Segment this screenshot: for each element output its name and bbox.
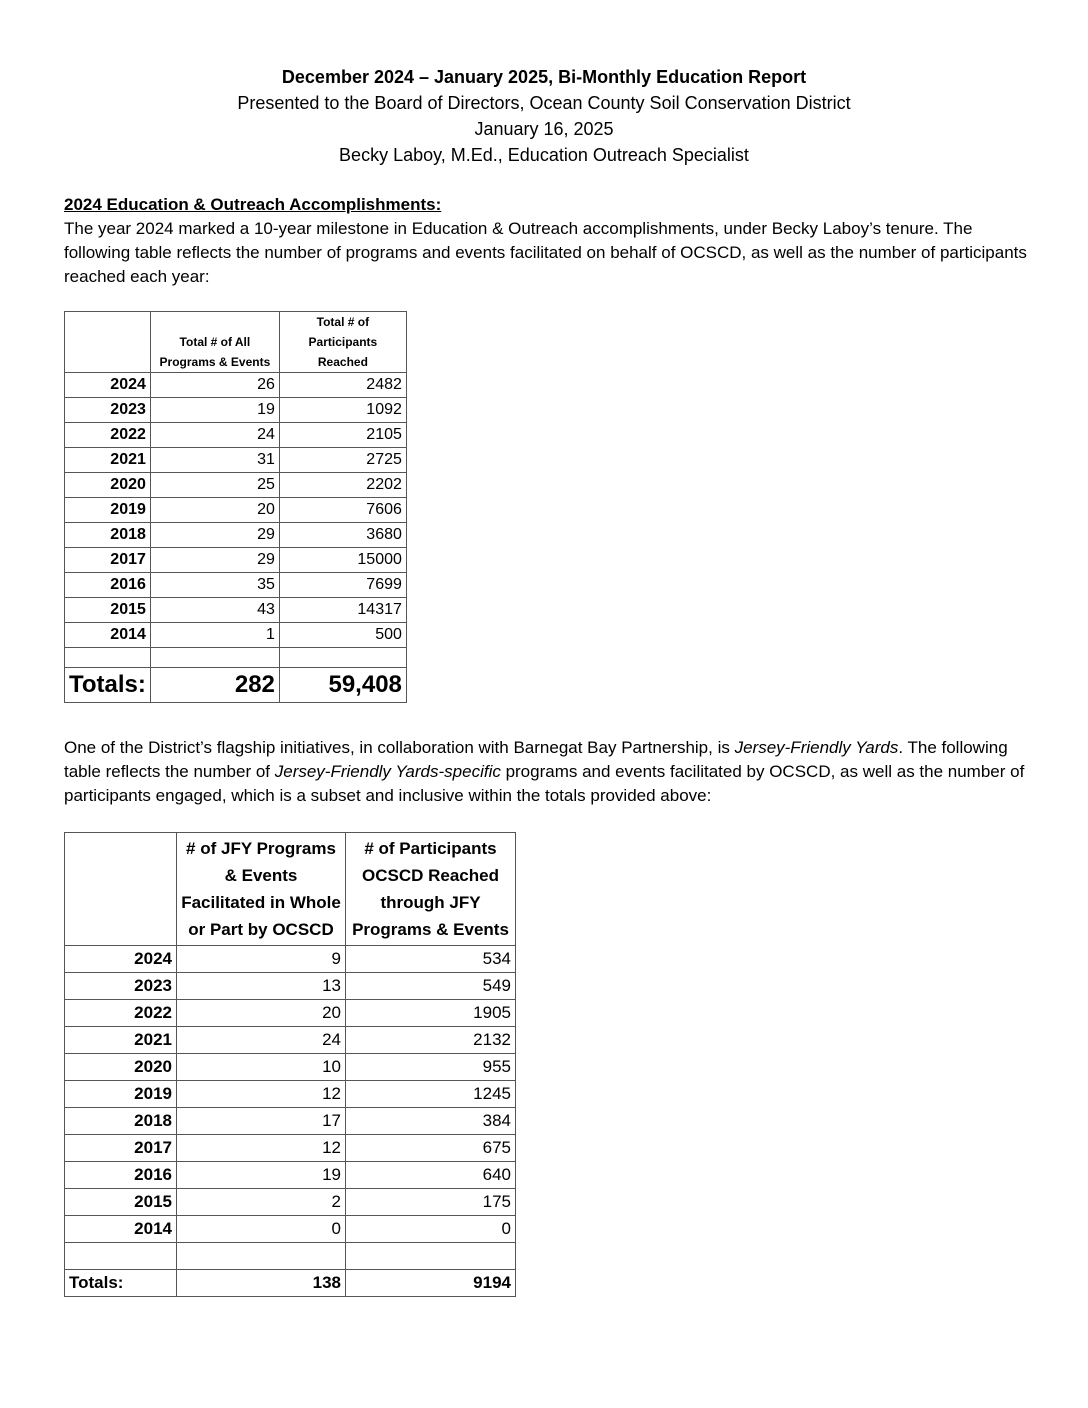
table-row [65, 448, 407, 473]
year-cell: 2016 [65, 573, 151, 598]
report-author: Becky Laboy, M.Ed., Education Outreach Specialist [339, 145, 749, 165]
participants-cell: 2202 [279, 473, 406, 498]
programs-cell: 29 [150, 548, 279, 573]
participants-cell: 675 [346, 1135, 516, 1162]
table-row [65, 1189, 516, 1216]
participants-cell: 640 [346, 1162, 516, 1189]
table-row [65, 623, 407, 648]
year-cell: 2019 [65, 498, 151, 523]
programs-cell: 26 [150, 373, 279, 398]
table-row [65, 973, 516, 1000]
blank-cell [177, 1243, 346, 1270]
blank-cell [65, 1243, 177, 1270]
year-cell: 2024 [65, 946, 177, 973]
participants-cell: 2482 [279, 373, 406, 398]
year-cell: 2017 [65, 548, 151, 573]
table-header-row [65, 833, 516, 946]
participants-cell: 7606 [279, 498, 406, 523]
blank-row [65, 1243, 516, 1270]
participants-cell: 384 [346, 1108, 516, 1135]
totals-label: Totals: [65, 1270, 177, 1297]
table-row [65, 423, 407, 448]
year-cell: 2022 [65, 423, 151, 448]
section-heading: 2024 Education & Outreach Accomplishments: [64, 195, 442, 214]
report-date: January 16, 2025 [474, 119, 614, 139]
year-cell: 2014 [65, 623, 151, 648]
year-cell: 2020 [65, 1054, 177, 1081]
table-row [65, 398, 407, 423]
programs-cell: 20 [177, 1000, 346, 1027]
year-cell: 2019 [65, 1081, 177, 1108]
totals-participants: 59,408 [279, 668, 406, 703]
table-row [65, 1108, 516, 1135]
year-cell: 2024 [65, 373, 151, 398]
jfy-text-3: . The following table reflects the number of [64, 738, 1008, 781]
programs-cell: 17 [177, 1108, 346, 1135]
report-title: December 2024 – January 2025, Bi-Monthly Education Report [281, 67, 807, 87]
programs-cell: 35 [150, 573, 279, 598]
report-subtitle: Presented to the Board of Directors, Ocean County Soil Conservation District [237, 93, 851, 113]
all-programs-table [64, 311, 407, 703]
year-cell: 2016 [65, 1162, 177, 1189]
blank-cell [279, 648, 406, 668]
jfy-programs-table [64, 832, 516, 1297]
table-row [65, 1000, 516, 1027]
table-row [65, 473, 407, 498]
participants-cell: 2132 [346, 1027, 516, 1054]
participants-cell: 1245 [346, 1081, 516, 1108]
programs-header: Total # of All Programs & Events [150, 312, 279, 373]
jfy-programs-header: # of JFY Programs & Events Facilitated in Whole or Part by OCSCD [177, 833, 346, 946]
programs-cell: 12 [177, 1135, 346, 1162]
participants-cell: 1092 [279, 398, 406, 423]
table-row [65, 373, 407, 398]
participants-cell: 549 [346, 973, 516, 1000]
totals-programs: 282 [150, 668, 279, 703]
programs-cell: 43 [150, 598, 279, 623]
table-row [65, 548, 407, 573]
totals-label: Totals: [65, 668, 151, 703]
jfy-participants-header: # of Participants OCSCD Reached through JFY Programs & Events [346, 833, 516, 946]
programs-cell: 12 [177, 1081, 346, 1108]
year-cell: 2015 [65, 598, 151, 623]
programs-cell: 1 [150, 623, 279, 648]
blank-row [65, 648, 407, 668]
year-cell: 2023 [65, 973, 177, 1000]
year-cell: 2014 [65, 1216, 177, 1243]
programs-cell: 20 [150, 498, 279, 523]
year-cell: 2015 [65, 1189, 177, 1216]
table-row [65, 1135, 516, 1162]
participants-cell: 0 [346, 1216, 516, 1243]
year-header [65, 833, 177, 946]
table-row [65, 1027, 516, 1054]
programs-cell: 13 [177, 973, 346, 1000]
participants-cell: 3680 [279, 523, 406, 548]
programs-cell: 31 [150, 448, 279, 473]
jfy-text-2: Jersey-Friendly Yards [734, 738, 899, 757]
participants-cell: 14317 [279, 598, 406, 623]
table-row [65, 1054, 516, 1081]
blank-cell [65, 648, 151, 668]
participants-cell: 2105 [279, 423, 406, 448]
totals-row [65, 1270, 516, 1297]
programs-cell: 24 [177, 1027, 346, 1054]
table-row [65, 1162, 516, 1189]
blank-cell [150, 648, 279, 668]
table-row [65, 1216, 516, 1243]
jfy-paragraph [64, 736, 1034, 808]
participants-cell: 2725 [279, 448, 406, 473]
programs-cell: 19 [150, 398, 279, 423]
table-row [65, 1081, 516, 1108]
table-header-row [65, 312, 407, 373]
year-cell: 2018 [65, 523, 151, 548]
blank-cell [346, 1243, 516, 1270]
jfy-text-1: One of the District’s flagship initiatives, in collaboration with Barnegat Bay Partnership, is [64, 738, 735, 757]
table-row [65, 498, 407, 523]
participants-cell: 955 [346, 1054, 516, 1081]
totals-row [65, 668, 407, 703]
participants-cell: 7699 [279, 573, 406, 598]
programs-cell: 2 [177, 1189, 346, 1216]
table-row [65, 946, 516, 973]
table-body [65, 373, 407, 703]
programs-cell: 10 [177, 1054, 346, 1081]
participants-cell: 534 [346, 946, 516, 973]
year-cell: 2020 [65, 473, 151, 498]
table-row [65, 523, 407, 548]
participants-cell: 15000 [279, 548, 406, 573]
table-row [65, 573, 407, 598]
jfy-text-5: programs and events facilitated by OCSCD, as well as the number of participants engaged, which is a subset and inclusive within the totals provided above: [64, 762, 1025, 805]
intro-paragraph: The year 2024 marked a 10-year milestone in Education & Outreach accomplishments, under Becky Laboy’s tenure. The following table reflects the number of programs and events facilitated on behalf of OCSCD, as well as the number of participants reached each year: [64, 219, 1027, 286]
participants-cell: 175 [346, 1189, 516, 1216]
programs-cell: 19 [177, 1162, 346, 1189]
programs-cell: 0 [177, 1216, 346, 1243]
table-body [65, 946, 516, 1297]
table-row [65, 598, 407, 623]
year-cell: 2021 [65, 448, 151, 473]
year-cell: 2022 [65, 1000, 177, 1027]
jfy-text-4: Jersey-Friendly Yards-specific [274, 762, 501, 781]
year-cell: 2023 [65, 398, 151, 423]
report-header [0, 64, 1088, 168]
year-header [65, 312, 151, 373]
year-cell: 2018 [65, 1108, 177, 1135]
year-cell: 2017 [65, 1135, 177, 1162]
programs-cell: 9 [177, 946, 346, 973]
totals-participants: 9194 [346, 1270, 516, 1297]
programs-cell: 24 [150, 423, 279, 448]
totals-programs: 138 [177, 1270, 346, 1297]
participants-cell: 500 [279, 623, 406, 648]
participants-cell: 1905 [346, 1000, 516, 1027]
programs-cell: 25 [150, 473, 279, 498]
participants-header: Total # of Participants Reached [279, 312, 406, 373]
year-cell: 2021 [65, 1027, 177, 1054]
programs-cell: 29 [150, 523, 279, 548]
